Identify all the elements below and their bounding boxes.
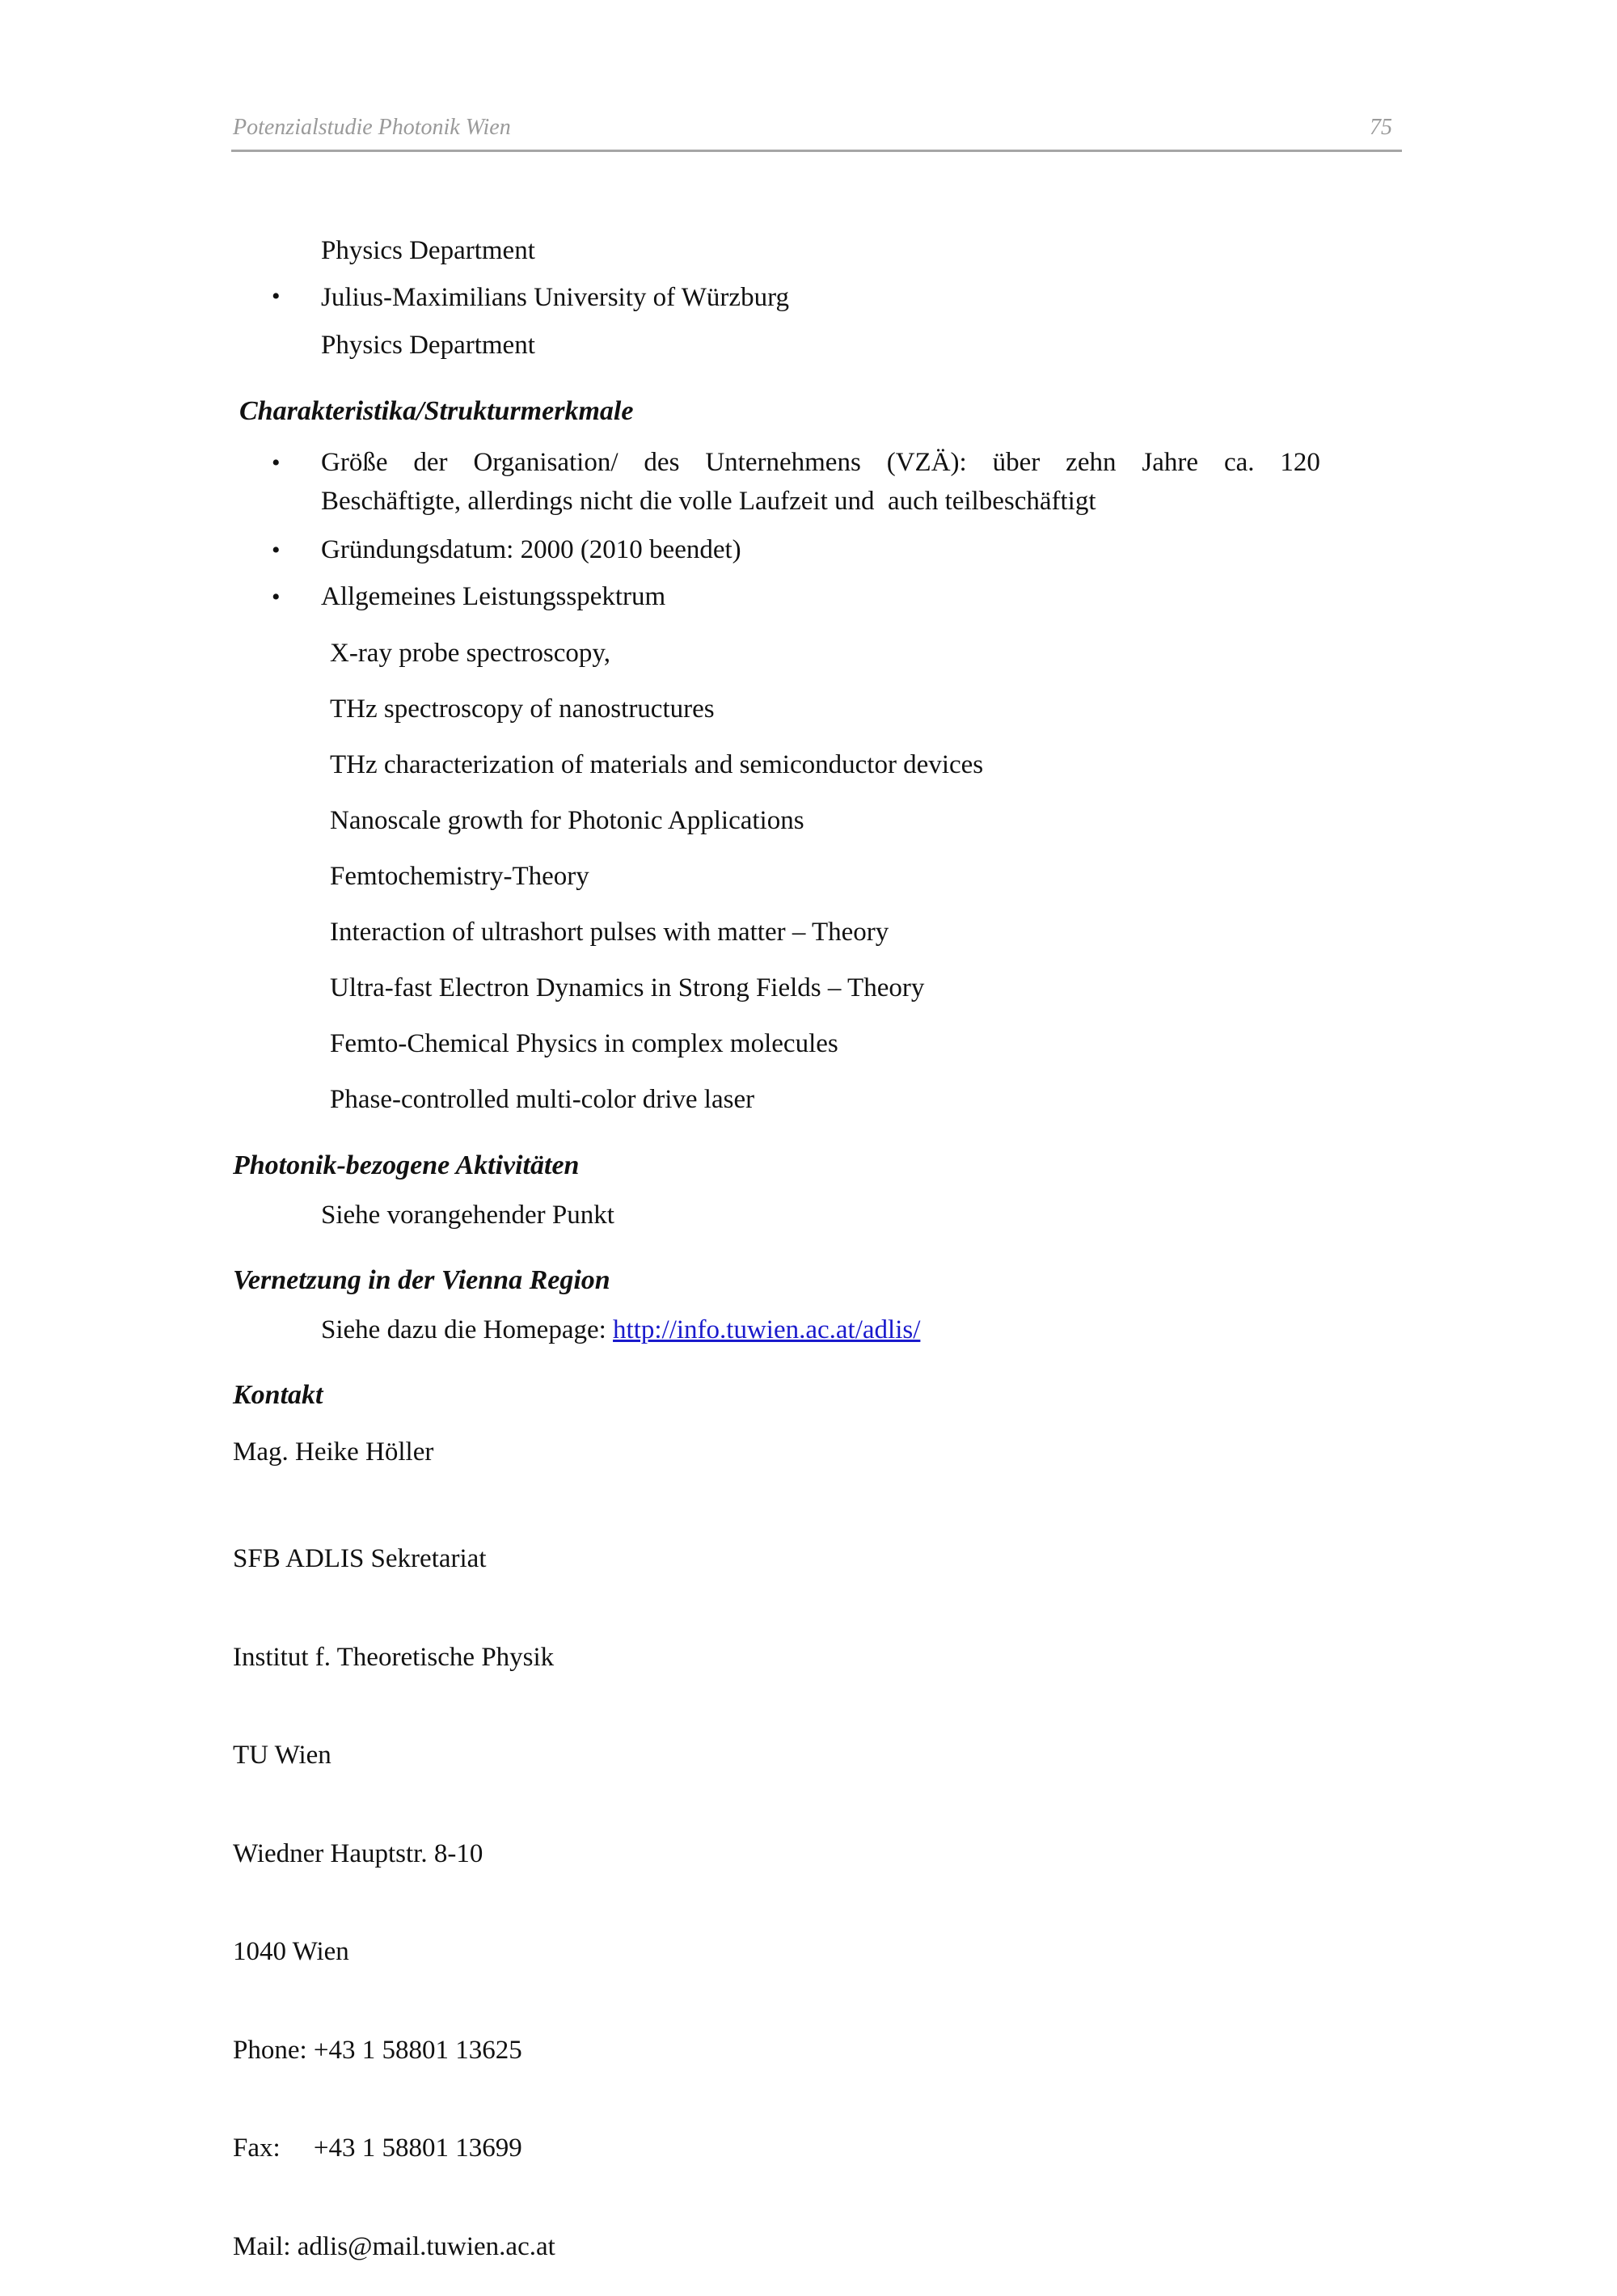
contact-line: 1040 Wien: [233, 1937, 349, 1966]
word: Organisation/: [473, 448, 619, 477]
size-line-justified: [321, 446, 1320, 479]
spectrum-label: Allgemeines Leistungsspektrum: [321, 582, 666, 611]
contact-fax: Fax: +43 1 58801 13699: [233, 2134, 522, 2163]
section-heading-activities: Photonik-bezogene Aktivitäten: [233, 1150, 580, 1180]
homepage-link[interactable]: http://info.tuwien.ac.at/adlis/: [613, 1315, 921, 1344]
section-heading-characteristics: Charakteristika/Strukturmerkmale: [239, 396, 634, 426]
section-heading-network: Vernetzung in der Vienna Region: [233, 1265, 610, 1295]
contact-phone: Phone: +43 1 58801 13625: [233, 2035, 522, 2065]
network-line: [321, 1314, 920, 1346]
partner-line: Julius-Maximilians University of Würzburg: [321, 283, 789, 312]
contact-line: Institut f. Theoretische Physik: [233, 1642, 555, 1672]
size-line-2: Beschäftigte, allerdings nicht die volle Laufzeit und auch teilbeschäftigt: [321, 487, 1096, 516]
contact-address-block: [233, 1477, 555, 2296]
spectrum-item: Phase-controlled multi-color drive laser: [330, 1085, 755, 1114]
running-header-title: Potenzialstudie Photonik Wien: [233, 115, 511, 140]
word: der: [413, 448, 448, 477]
contact-name: Mag. Heike Höller: [233, 1437, 434, 1467]
bullet-icon: •: [272, 283, 281, 310]
contact-line: SFB ADLIS Sekretariat: [233, 1544, 487, 1573]
bullet-icon: •: [272, 584, 281, 610]
spectrum-item: X-ray probe spectroscopy,: [330, 639, 610, 668]
spectrum-item: THz spectroscopy of nanostructures: [330, 694, 715, 724]
contact-mail: Mail: adlis@mail.tuwien.ac.at: [233, 2231, 555, 2261]
spectrum-item: Nanoscale growth for Photonic Applications: [330, 806, 804, 835]
spectrum-item: Femto-Chemical Physics in complex molecules: [330, 1029, 838, 1058]
spectrum-item: Ultra-fast Electron Dynamics in Strong Fields – Theory: [330, 973, 925, 1002]
word: 120: [1280, 448, 1320, 477]
activities-text: Siehe vorangehender Punkt: [321, 1201, 614, 1230]
word: Unternehmens: [705, 448, 861, 477]
bullet-icon: •: [272, 449, 281, 476]
section-heading-contact: Kontakt: [233, 1380, 323, 1410]
network-text: Siehe dazu die Homepage:: [321, 1315, 614, 1344]
word: zehn: [1066, 448, 1117, 477]
header-rule: [231, 150, 1402, 152]
word: (VZÄ):: [886, 448, 967, 477]
bullet-icon: •: [272, 537, 281, 563]
word: des: [644, 448, 680, 477]
word: ca.: [1223, 448, 1255, 477]
spectrum-item: THz characterization of materials and semiconductor devices: [330, 750, 984, 779]
spectrum-item: Femtochemistry-Theory: [330, 862, 589, 891]
word: Jahre: [1142, 448, 1199, 477]
contact-line: Wiedner Hauptstr. 8-10: [233, 1838, 483, 1868]
word: Größe: [321, 448, 388, 477]
partner-line: Physics Department: [321, 331, 535, 360]
spectrum-item: Interaction of ultrashort pulses with matter – Theory: [330, 918, 889, 947]
page-number: 75: [1370, 115, 1392, 140]
partner-line: Physics Department: [321, 236, 535, 265]
contact-line: TU Wien: [233, 1741, 331, 1770]
founding-date: Gründungsdatum: 2000 (2010 beendet): [321, 535, 741, 564]
word: über: [992, 448, 1041, 477]
